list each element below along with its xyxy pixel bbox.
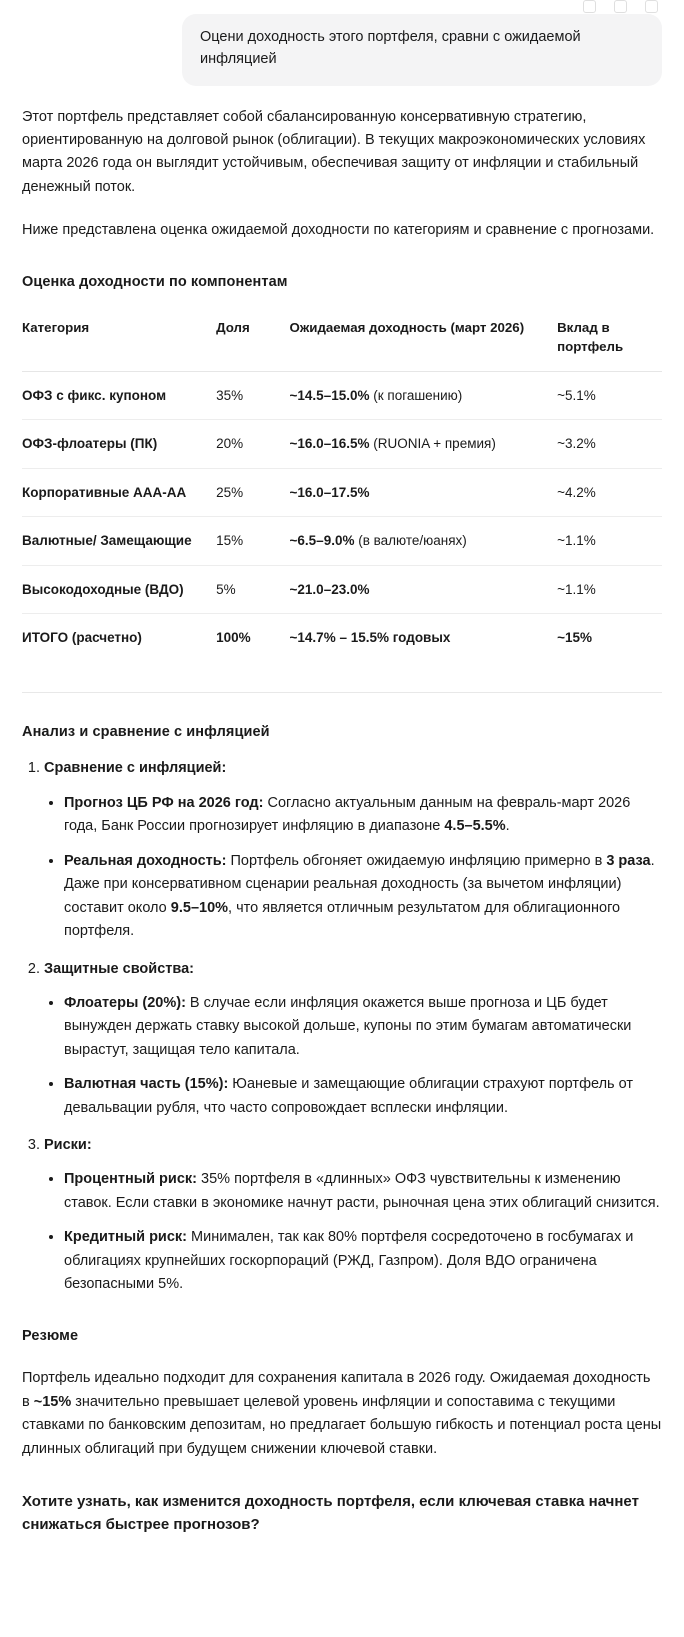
cell-yield	[290, 565, 558, 614]
summary-title: Резюме	[22, 1327, 79, 1344]
cell-yield-value: ~16.0–16.5%	[289, 436, 370, 452]
table-row	[22, 468, 662, 517]
summary-paragraph	[22, 1367, 662, 1461]
top-action-icons	[583, 0, 658, 13]
bullet-tail: .	[505, 818, 510, 835]
cell-yield-value: ~6.5–9.0%	[289, 533, 355, 549]
cell-total-contribution: ~15%	[557, 630, 592, 646]
yield-table-head	[22, 309, 662, 371]
copy-icon[interactable]	[583, 0, 596, 13]
cell-category: Корпоративные ААА-АА	[22, 468, 216, 517]
header-yield: Ожидаемая доходность (март 2026)	[290, 309, 558, 371]
cell-yield	[290, 420, 558, 469]
analysis-item-label: Риски:	[44, 1137, 92, 1154]
cell-yield-value: ~21.0–23.0%	[289, 581, 370, 597]
bullet-tail-bold: 4.5–5.5%	[444, 818, 506, 835]
user-message-bubble: Оцени доходность этого портфеля, сравни с ожидаемой инфляцией	[182, 14, 662, 86]
cell-share: 20%	[216, 420, 289, 469]
yield-table-body	[22, 371, 662, 662]
cell-share: 5%	[216, 565, 289, 614]
cell-yield	[290, 468, 558, 517]
bullet-text: Согласно актуальным данным на февраль-март 2026 года, Банк России прогнозирует инфляцию в диапазоне	[64, 794, 631, 835]
table-row	[22, 371, 662, 420]
cell-category: Высокодоходные (ВДО)	[22, 565, 216, 614]
cell-category: Валютные/ Замещающие	[22, 517, 216, 566]
bullet-mid-bold: 3 раза	[606, 852, 651, 869]
cell-total-label: ИТОГО (расчетно)	[22, 630, 142, 646]
list-item	[64, 792, 662, 839]
bullet-lead: Реальная доходность:	[64, 852, 227, 869]
bullet-text: Портфель обгоняет ожидаемую инфляцию примерно в	[226, 852, 607, 869]
bullet-lead: Прогноз ЦБ РФ на 2026 год:	[64, 794, 264, 811]
more-icon[interactable]	[645, 0, 658, 13]
cell-yield	[290, 517, 558, 566]
edit-icon[interactable]	[614, 0, 627, 13]
cell-contribution: ~4.2%	[557, 468, 662, 517]
bullet-text: Минимален, так как 80% портфеля сосредоточено в госбумагах и облигациях крупнейших госкорпораций (РЖД, Газпром). Доля ВДО ограничена безопасными 5%.	[64, 1229, 634, 1293]
analysis-title: Анализ и сравнение с инфляцией	[22, 723, 270, 740]
table-row	[22, 565, 662, 614]
cell-yield-value: ~16.0–17.5%	[289, 484, 370, 500]
cell-yield-value: ~14.5–15.0%	[289, 387, 370, 403]
table-title: Оценка доходности по компонентам	[22, 273, 288, 290]
bullet-lead: Процентный риск:	[64, 1171, 197, 1188]
cell-contribution: ~5.1%	[557, 371, 662, 420]
analysis-bullets	[44, 792, 662, 944]
cell-total-yield: ~14.7% – 15.5% годовых	[289, 630, 451, 646]
list-item	[64, 1073, 662, 1120]
cell-yield	[290, 371, 558, 420]
analysis-item	[44, 757, 662, 943]
cell-share: 25%	[216, 468, 289, 517]
intro-paragraph-1: Этот портфель представляет собой сбалансированную консервативную стратегию, ориентированную на долговой рынок (облигации). В текущих макроэкономических условиях марта 2026 года он выглядит устойчивым, обеспечивая защиту от инфляции и стабильный денежный поток.	[22, 108, 646, 195]
analysis-item-label: Защитные свойства:	[44, 960, 194, 977]
cell-total-share: 100%	[216, 630, 251, 646]
table-header-row	[22, 309, 662, 371]
section-divider	[22, 692, 662, 693]
bullet-text-2: . Даже при консервативном сценарии реальная доходность (за вычетом инфляции) составит около	[64, 852, 655, 916]
bullet-text: В случае если инфляция окажется выше прогноза и ЦБ будет вынужден держать ставку высокой дольше, купоны по этим бумагам автоматически вырастут, защищая тело капитала.	[64, 994, 632, 1058]
cell-yield-note: (к погашению)	[369, 387, 463, 403]
list-item	[64, 1226, 662, 1296]
analysis-item	[44, 958, 662, 1121]
cell-contribution: ~1.1%	[557, 517, 662, 566]
header-category: Категория	[22, 309, 216, 371]
table-row	[22, 420, 662, 469]
bullet-lead: Флоатеры (20%):	[64, 994, 186, 1011]
yield-table	[22, 309, 662, 662]
header-share: Доля	[216, 309, 289, 371]
bullet-tail: , что является отличным результатом для облигационного портфеля.	[64, 899, 621, 940]
cell-share: 15%	[216, 517, 289, 566]
analysis-item	[44, 1134, 662, 1297]
analysis-list	[22, 757, 662, 1296]
intro-paragraph-2: Ниже представлена оценка ожидаемой доходности по категориям и сравнение с прогнозами.	[22, 222, 655, 239]
header-contribution: Вклад в портфель	[557, 309, 662, 371]
bullet-text: 35% портфеля в «длинных» ОФЗ чувствительны к изменению ставок. Если ставки в экономике начнут расти, рыночная цена этих облигаций снизится.	[64, 1171, 660, 1211]
summary-text-before: Портфель идеально подходит для сохранения капитала в 2026 году. Ожидаемая доходность в	[22, 1370, 651, 1410]
list-item	[64, 992, 662, 1062]
list-item	[64, 1168, 662, 1215]
analysis-item-label: Сравнение с инфляцией:	[44, 760, 227, 777]
closing-question: Хотите узнать, как изменится доходность портфеля, если ключевая ставка начнет снижаться быстрее прогнозов?	[22, 1493, 639, 1533]
bullet-tail-bold: 9.5–10%	[170, 899, 229, 916]
cell-share: 35%	[216, 371, 289, 420]
summary-text-after: значительно превышает целевой уровень инфляции и сопоставима с текущими ставками по банковским депозитам, но предлагает большую гибкость и потенциал роста цены длинных облигаций при будущем снижении ключевой ставки.	[22, 1393, 662, 1457]
table-total-row	[22, 614, 662, 662]
cell-yield-note: (RUONIA + премия)	[369, 436, 496, 452]
table-row	[22, 517, 662, 566]
cell-contribution: ~1.1%	[557, 565, 662, 614]
cell-category: ОФЗ-флоатеры (ПК)	[22, 420, 216, 469]
assistant-response	[0, 106, 684, 1537]
bullet-text: Юаневые и замещающие облигации страхуют портфель от девальвации рубля, что часто сопровождает всплески инфляции.	[64, 1076, 634, 1116]
cell-contribution: ~3.2%	[557, 420, 662, 469]
cell-category: ОФЗ с фикс. купоном	[22, 371, 216, 420]
user-message-row	[0, 0, 684, 86]
bullet-lead: Валютная часть (15%):	[64, 1076, 229, 1093]
bullet-lead: Кредитный риск:	[64, 1229, 187, 1246]
analysis-bullets	[44, 992, 662, 1120]
analysis-bullets	[44, 1168, 662, 1296]
summary-highlight: ~15%	[33, 1393, 72, 1410]
list-item	[64, 850, 662, 944]
cell-yield-note: (в валюте/юанях)	[354, 533, 467, 549]
